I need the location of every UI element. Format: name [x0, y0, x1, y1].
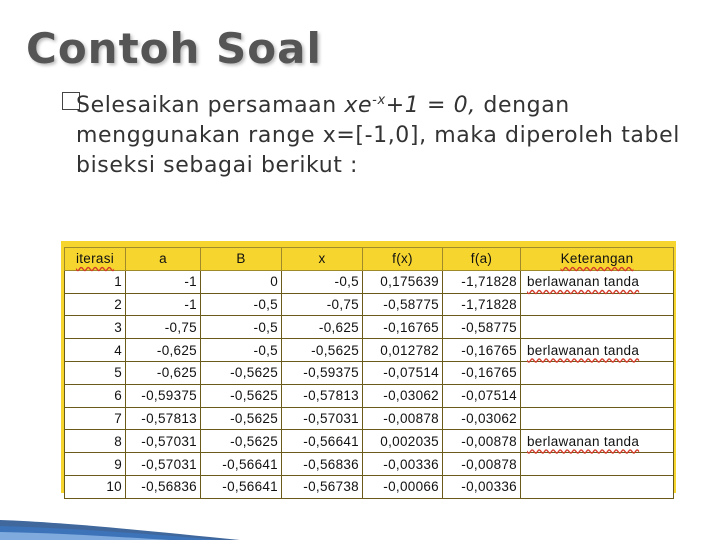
- table-row: [65, 339, 674, 362]
- table-cell: -0,5625: [201, 407, 282, 430]
- table-cell: 0,012782: [363, 339, 443, 362]
- table-cell: -1: [126, 270, 201, 293]
- table-body: [65, 270, 674, 498]
- table-cell: -0,57813: [126, 407, 201, 430]
- table-row: [65, 316, 674, 339]
- header-label: iterasi: [75, 251, 115, 267]
- table-row: [65, 384, 674, 407]
- header-label: f(a): [470, 251, 493, 267]
- keterangan-cell: [521, 361, 674, 384]
- table-cell: -1,71828: [443, 270, 521, 293]
- table-cell: -0,5625: [201, 361, 282, 384]
- bisection-table-frame: [61, 241, 676, 493]
- table-cell: 9: [65, 453, 126, 476]
- table-cell: -0,5: [201, 293, 282, 316]
- table-cell: -0,00878: [443, 430, 521, 453]
- table-cell: -0,00878: [443, 453, 521, 476]
- equation-exponent: -x: [372, 93, 386, 108]
- table-cell: -0,56641: [282, 430, 363, 453]
- keterangan-cell: [521, 384, 674, 407]
- intro-text-start: Selesaikan persamaan: [76, 93, 345, 118]
- keterangan-cell: [521, 293, 674, 316]
- table-cell: -0,07514: [443, 384, 521, 407]
- table-row: [65, 453, 674, 476]
- table-cell: -0,5: [201, 316, 282, 339]
- slide-title: Contoh Soal: [26, 24, 322, 73]
- table-cell: -1,71828: [443, 293, 521, 316]
- table-cell: -0,5625: [282, 339, 363, 362]
- table-cell: 7: [65, 407, 126, 430]
- header-cell: [282, 248, 363, 271]
- table-cell: -0,56641: [201, 453, 282, 476]
- table-cell: -0,16765: [443, 339, 521, 362]
- table-cell: -0,57031: [126, 453, 201, 476]
- keterangan-cell: [521, 453, 674, 476]
- table-cell: 8: [65, 430, 126, 453]
- table-cell: 2: [65, 293, 126, 316]
- header-cell: [521, 248, 674, 271]
- table-row: [65, 430, 674, 453]
- table-cell: -0,58775: [443, 316, 521, 339]
- table-cell: -0,00336: [363, 453, 443, 476]
- table-cell: -0,625: [126, 339, 201, 362]
- table-cell: -0,625: [126, 361, 201, 384]
- table-cell: -0,07514: [363, 361, 443, 384]
- table-cell: -0,625: [282, 316, 363, 339]
- table-cell: -0,56738: [282, 475, 363, 498]
- table-cell: -0,16765: [443, 361, 521, 384]
- table-cell: -0,03062: [363, 384, 443, 407]
- table-cell: -0,75: [282, 293, 363, 316]
- table-cell: -0,03062: [443, 407, 521, 430]
- header-label: f(x): [392, 251, 413, 267]
- table-row: [65, 270, 674, 293]
- table-header-row: [65, 248, 674, 271]
- table-cell: -0,00878: [363, 407, 443, 430]
- keterangan-cell: berlawanan tanda: [521, 270, 674, 293]
- table-cell: -0,57813: [282, 384, 363, 407]
- table-cell: -0,56641: [201, 475, 282, 498]
- table-cell: -1: [126, 293, 201, 316]
- table-cell: 0: [201, 270, 282, 293]
- table-cell: -0,56836: [126, 475, 201, 498]
- table-cell: -0,5625: [201, 430, 282, 453]
- header-label: B: [236, 251, 246, 267]
- bisection-table: [64, 247, 674, 499]
- header-label: Keterangan: [560, 251, 634, 267]
- intro-text-rest: dengan menggunakan range x=[-1,0], maka diperoleh tabel biseksi sebagai berikut :: [76, 93, 680, 178]
- table-row: [65, 407, 674, 430]
- keterangan-cell: [521, 407, 674, 430]
- table-cell: 1: [65, 270, 126, 293]
- keterangan-cell: berlawanan tanda: [521, 339, 674, 362]
- table-cell: 0,002035: [363, 430, 443, 453]
- equation-part-a: xe: [344, 93, 373, 118]
- header-cell: [126, 248, 201, 271]
- table-cell: -0,5: [201, 339, 282, 362]
- header-cell: [443, 248, 521, 271]
- keterangan-cell: [521, 316, 674, 339]
- table-cell: -0,57031: [126, 430, 201, 453]
- table-cell: -0,56836: [282, 453, 363, 476]
- table-cell: -0,00066: [363, 475, 443, 498]
- header-cell: [65, 248, 126, 271]
- table-row: [65, 361, 674, 384]
- keterangan-cell: [521, 475, 674, 498]
- table-cell: 10: [65, 475, 126, 498]
- decorative-ribbon: [0, 480, 240, 540]
- table-cell: -0,75: [126, 316, 201, 339]
- header-cell: [363, 248, 443, 271]
- table-cell: -0,58775: [363, 293, 443, 316]
- table-cell: -0,16765: [363, 316, 443, 339]
- table-cell: -0,59375: [282, 361, 363, 384]
- header-cell: [201, 248, 282, 271]
- table-cell: -0,57031: [282, 407, 363, 430]
- intro-paragraph: [76, 86, 686, 181]
- header-label: x: [318, 251, 326, 267]
- keterangan-cell: berlawanan tanda: [521, 430, 674, 453]
- table-row: [65, 293, 674, 316]
- header-label: a: [159, 251, 167, 267]
- table-cell: 3: [65, 316, 126, 339]
- table-cell: -0,5: [282, 270, 363, 293]
- table-cell: -0,5625: [201, 384, 282, 407]
- table-cell: -0,00336: [443, 475, 521, 498]
- table-cell: 6: [65, 384, 126, 407]
- table-cell: 0,175639: [363, 270, 443, 293]
- table-cell: 5: [65, 361, 126, 384]
- table-cell: -0,59375: [126, 384, 201, 407]
- equation: [344, 93, 475, 118]
- table-cell: 4: [65, 339, 126, 362]
- equation-part-b: +1 = 0,: [385, 93, 476, 118]
